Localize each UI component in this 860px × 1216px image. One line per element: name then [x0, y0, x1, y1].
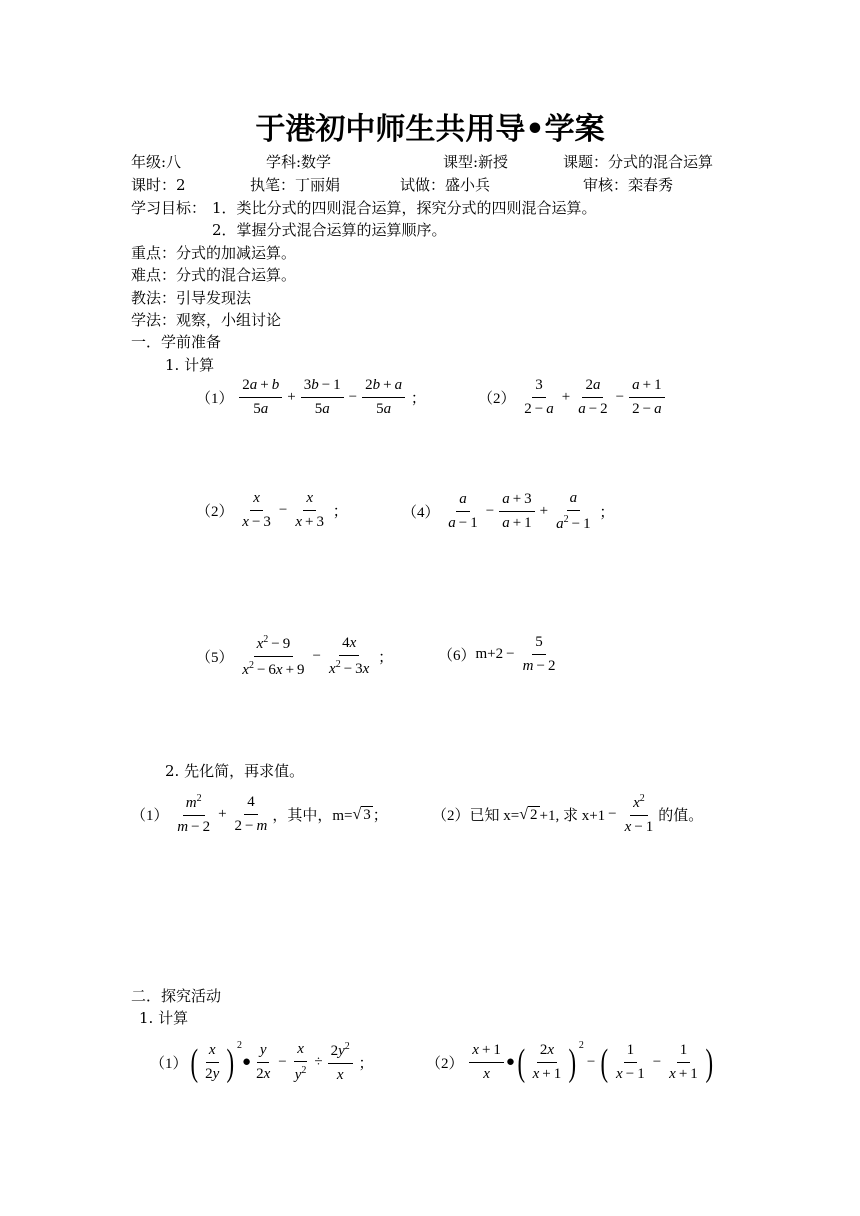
problem-3: （2） $\frac{x}{x - 3}$ − $\frac{x}{x + 3}$ ；	[196, 490, 348, 530]
explore-2: （2） $\frac{x + 1}{x}$ ●( $\frac{2x}{x + 1}$ ) $^2$− ( $\frac{1}{x - 1}$ − $\frac{1}{x + 1}$ )	[426, 1040, 713, 1084]
semicolon: ；	[599, 505, 615, 521]
problem-5: （5） $\frac{x^2 - 9}{x^2 - 6x + 9}$ − $\frac{4x}{x^2 - 3x}$ ；	[196, 634, 394, 678]
m-plus-2: m+2	[475, 646, 504, 662]
page-title: 于港初中师生共用导•学案	[255, 112, 605, 147]
explore-1: （1）( $\frac{x}{2y}$ ) $^2$● $\frac{y}{2x}$ − $\frac{x}{y^2}$ ÷ $\frac{2y^2}{x}$ ；	[150, 1040, 374, 1084]
problem-label: （2）	[478, 391, 516, 407]
semicolon: ；	[358, 1056, 374, 1073]
problem-label: （5）	[196, 650, 234, 666]
problem-6: （6）m+2 − $\frac{5}{m - 2}$	[438, 634, 556, 674]
section1-sub1: 1. 计算	[165, 356, 215, 374]
author: 执笔：丁丽娟	[250, 176, 341, 194]
evaluate-1: （1） $\frac{m^2}{m - 2}$ + $\frac{4}{2 - m}$ ，其中，m=√ 3 ；	[131, 793, 388, 835]
grade: 年级:八	[131, 153, 182, 171]
goal-2: 2．掌握分式混合运算的运算顺序。	[212, 221, 447, 239]
difficulty: 难点：分式的混合运算。	[131, 266, 297, 284]
section2-sub1: 1. 计算	[139, 1009, 189, 1027]
explore-label: （2）	[426, 1056, 464, 1073]
goal-1: 1．类比分式的四则混合运算，探究分式的四则混合运算。	[212, 199, 597, 217]
eval-2-label: （2）已知 x=	[432, 808, 520, 824]
problem-1: （1） $\frac{2a + b}{5a}$ + $\frac{3b - 1}{5a}$ − $\frac{2b + a}{5a}$ ；	[196, 377, 426, 417]
subject: 学科:数学	[266, 153, 332, 171]
goals-label: 学习目标：	[131, 199, 207, 217]
section2-heading: 二．探究活动	[131, 987, 222, 1005]
trial: 试做：盛小兵	[400, 176, 491, 194]
semicolon: ；	[378, 650, 394, 666]
lesson-type: 课型:新授	[443, 153, 509, 171]
eval-2-end: 的值。	[658, 808, 704, 824]
teaching-method: 教法：引导发现法	[131, 289, 252, 307]
problem-label: （2）	[196, 504, 234, 520]
eval-2-mid: +1, 求 x+1	[539, 808, 606, 824]
explore-label: （1）	[150, 1056, 188, 1073]
problem-label: （1）	[196, 391, 234, 407]
problem-label: （6）	[438, 648, 476, 664]
learning-method: 学法：观察，小组讨论	[131, 311, 282, 329]
period: 课时：2	[131, 176, 186, 194]
problem-4: （4） $\frac{a}{a - 1}$ − $\frac{a + 3}{a + 1}$ + $\frac{a}{a^2 - 1}$ ；	[402, 490, 615, 532]
section1-heading: 一．学前准备	[131, 333, 222, 351]
section1-sub2: 2. 先化简，再求值。	[165, 762, 305, 780]
eval-label: （1）	[131, 808, 169, 824]
problem-2: （2） $\frac{3}{2 - a}$ + $\frac{2a}{a - 2}$ − $\frac{a + 1}{2 - a}$	[478, 377, 667, 418]
review: 审核：栾春秀	[583, 176, 674, 194]
eval-1-text: ，其中，m=	[272, 808, 353, 824]
semicolon: ；	[332, 504, 348, 520]
semicolon: ；	[410, 391, 426, 407]
problem-label: （4）	[402, 505, 440, 521]
key-point: 重点：分式的加减运算。	[131, 244, 297, 262]
topic: 课题：分式的混合运算	[563, 153, 714, 171]
semicolon: ；	[372, 808, 388, 824]
evaluate-2: （2）已知 x=√ 2 +1, 求 x+1 − $\frac{x^2}{x - 1}$ 的值。	[432, 793, 704, 835]
